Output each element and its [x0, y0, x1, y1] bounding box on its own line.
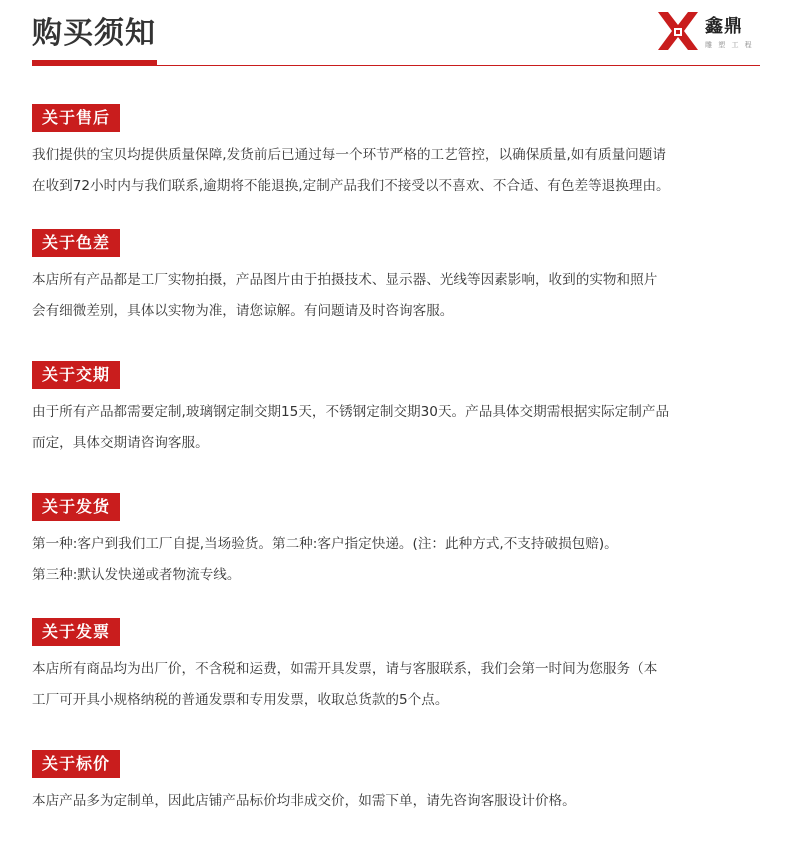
section-text — [32, 529, 762, 591]
section-line: 工厂可开具小规格纳税的普通发票和专用发票，收取总货款的5个点。 — [32, 692, 449, 708]
section-shipping — [32, 493, 762, 591]
section-text — [32, 397, 762, 459]
section-line: 我们提供的宝贝均提供质量保障,发货前后已通过每一个环节严格的工艺管控，以确保质量,如有质量问题请 — [32, 147, 666, 163]
section-line: 本店所有产品都是工厂实物拍摄，产品图片由于拍摄技术、显示器、光线等因素影响，收到的实物和照片 — [32, 272, 658, 288]
brand-subtitle: 雕 塑 工 程 — [705, 41, 754, 49]
section-line: 第三种:默认发快递或者物流专线。 — [32, 567, 241, 583]
section-line: 在收到72小时内与我们联系,逾期将不能退换,定制产品我们不接受以不喜欢、不合适、有色差等退换理由。 — [32, 178, 670, 194]
xd-logo-icon — [655, 8, 701, 54]
section-text — [32, 786, 762, 817]
section-after-sales — [32, 104, 762, 202]
section-line: 会有细微差别，具体以实物为准，请您谅解。有问题请及时咨询客服。 — [32, 303, 454, 319]
section-text — [32, 265, 762, 327]
section-tag: 关于发票 — [32, 618, 120, 646]
section-tag: 关于发货 — [32, 493, 120, 521]
section-line: 而定，具体交期请咨询客服。 — [32, 435, 209, 451]
section-pricing — [32, 750, 762, 817]
section-line: 本店所有商品均为出厂价，不含税和运费，如需开具发票，请与客服联系，我们会第一时间为您服务（本 — [32, 661, 658, 677]
brand-name: 鑫鼎 — [705, 16, 743, 37]
section-color-difference — [32, 229, 762, 327]
section-invoice — [32, 618, 762, 716]
section-text — [32, 654, 762, 716]
section-delivery-time — [32, 361, 762, 459]
section-text — [32, 140, 762, 202]
brand-logo — [655, 8, 763, 54]
title-divider — [157, 65, 760, 66]
section-line: 本店产品多为定制单，因此店铺产品标价均非成交价，如需下单，请先咨询客服设计价格。 — [32, 793, 576, 809]
title-underline-accent — [32, 60, 157, 66]
page-title: 购买须知 — [32, 16, 156, 51]
page-header — [0, 0, 790, 70]
section-tag: 关于售后 — [32, 104, 120, 132]
section-tag: 关于交期 — [32, 361, 120, 389]
section-tag: 关于色差 — [32, 229, 120, 257]
section-line: 第一种:客户到我们工厂自提,当场验货。第二种:客户指定快递。(注：此种方式,不支持破损包赔)。 — [32, 536, 618, 552]
section-tag: 关于标价 — [32, 750, 120, 778]
section-line: 由于所有产品都需要定制,玻璃钢定制交期15天，不锈钢定制交期30天。产品具体交期需根据实际定制产品 — [32, 404, 670, 420]
